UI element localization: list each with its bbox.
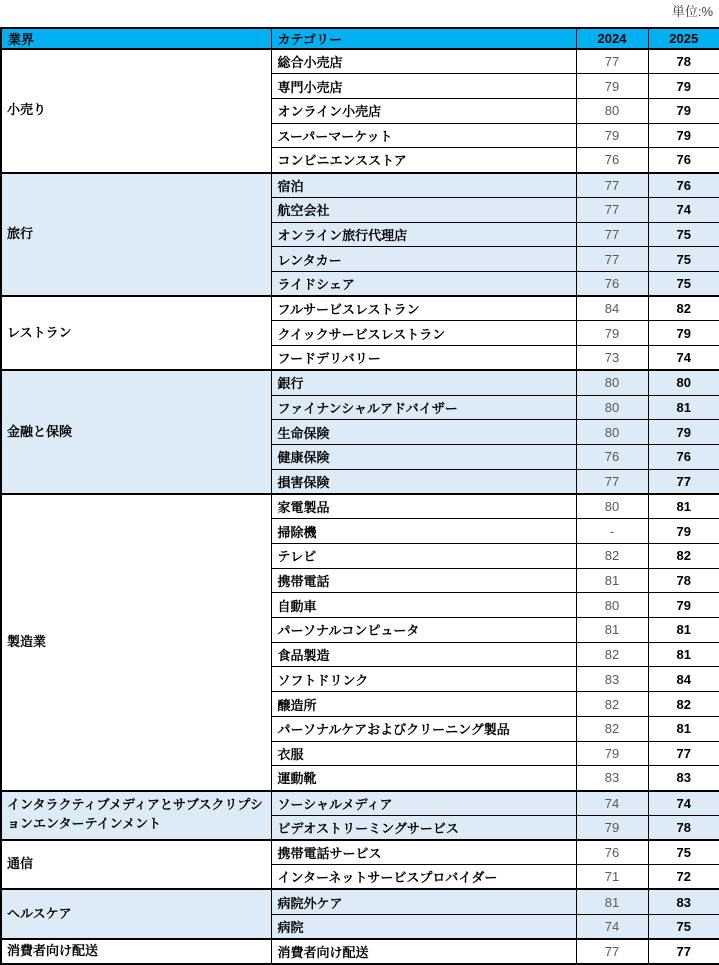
industry-cell: 製造業: [1, 494, 271, 791]
value-2025-cell: 76: [648, 148, 719, 173]
category-cell: 銀行: [271, 370, 576, 395]
category-cell: 生命保険: [271, 420, 576, 445]
value-2025-cell: 83: [648, 766, 719, 791]
value-2025-cell: 81: [648, 716, 719, 741]
value-2024-cell: 77: [576, 469, 648, 494]
category-cell: 消費者向け配送: [271, 939, 576, 964]
value-2024-cell: 76: [576, 271, 648, 296]
category-cell: 家電製品: [271, 494, 576, 519]
value-2024-cell: 77: [576, 49, 648, 74]
value-2025-cell: 79: [648, 123, 719, 148]
industry-cell: ヘルスケア: [1, 889, 271, 938]
table-row: [1, 494, 719, 519]
value-2024-cell: 79: [576, 123, 648, 148]
value-2024-cell: 83: [576, 766, 648, 791]
category-cell: 病院: [271, 914, 576, 939]
value-2025-cell: 81: [648, 618, 719, 643]
value-2024-cell: 77: [576, 197, 648, 222]
category-cell: 掃除機: [271, 519, 576, 544]
category-cell: 航空会社: [271, 197, 576, 222]
value-2024-cell: 80: [576, 593, 648, 618]
value-2025-cell: 75: [648, 840, 719, 865]
table-row: [1, 939, 719, 964]
category-cell: ソフトドリンク: [271, 667, 576, 692]
value-2025-cell: 84: [648, 667, 719, 692]
value-2025-cell: 79: [648, 593, 719, 618]
value-2024-cell: 74: [576, 914, 648, 939]
value-2024-cell: 82: [576, 642, 648, 667]
category-cell: ビデオストリーミングサービス: [271, 815, 576, 840]
value-2024-cell: 77: [576, 222, 648, 247]
category-cell: オンライン小売店: [271, 98, 576, 123]
value-2025-cell: 74: [648, 346, 719, 371]
value-2024-cell: 80: [576, 98, 648, 123]
value-2025-cell: 77: [648, 939, 719, 964]
industry-cell: レストラン: [1, 296, 271, 370]
table-row: [1, 791, 719, 816]
value-2025-cell: 75: [648, 271, 719, 296]
industry-cell: 金融と保険: [1, 370, 271, 494]
category-cell: フードデリバリー: [271, 346, 576, 371]
category-cell: 醸造所: [271, 692, 576, 717]
value-2024-cell: 80: [576, 494, 648, 519]
industry-cell: 通信: [1, 840, 271, 889]
table-row: [1, 840, 719, 865]
value-2024-cell: 79: [576, 74, 648, 99]
value-2025-cell: 80: [648, 370, 719, 395]
value-2024-cell: 79: [576, 815, 648, 840]
category-cell: スーパーマーケット: [271, 123, 576, 148]
table-row: [1, 296, 719, 321]
value-2025-cell: 79: [648, 420, 719, 445]
value-2024-cell: 81: [576, 618, 648, 643]
category-cell: コンビニエンスストア: [271, 148, 576, 173]
category-cell: フルサービスレストラン: [271, 296, 576, 321]
value-2024-cell: -: [576, 519, 648, 544]
value-2024-cell: 79: [576, 741, 648, 766]
value-2025-cell: 77: [648, 741, 719, 766]
category-cell: 病院外ケア: [271, 889, 576, 914]
value-2025-cell: 81: [648, 395, 719, 420]
value-2024-cell: 73: [576, 346, 648, 371]
category-cell: レンタカー: [271, 247, 576, 272]
table-row: [1, 173, 719, 198]
value-2025-cell: 79: [648, 519, 719, 544]
category-cell: オンライン旅行代理店: [271, 222, 576, 247]
value-2025-cell: 72: [648, 865, 719, 890]
category-cell: 携帯電話サービス: [271, 840, 576, 865]
value-2025-cell: 83: [648, 889, 719, 914]
value-2025-cell: 74: [648, 791, 719, 816]
value-2025-cell: 78: [648, 49, 719, 74]
value-2025-cell: 79: [648, 74, 719, 99]
value-2024-cell: 79: [576, 321, 648, 346]
industry-cell: 旅行: [1, 173, 271, 297]
category-cell: 自動車: [271, 593, 576, 618]
category-cell: テレビ: [271, 543, 576, 568]
industry-cell: インタラクティブメディアとサブスクリプションエンターテインメント: [1, 791, 271, 840]
header-industry: 業界: [1, 28, 271, 49]
header-2025: 2025: [648, 28, 719, 49]
value-2024-cell: 83: [576, 667, 648, 692]
category-cell: 食品製造: [271, 642, 576, 667]
header-2024: 2024: [576, 28, 648, 49]
value-2024-cell: 80: [576, 395, 648, 420]
value-2024-cell: 71: [576, 865, 648, 890]
category-cell: 衣服: [271, 741, 576, 766]
category-cell: 健康保険: [271, 445, 576, 470]
value-2025-cell: 79: [648, 321, 719, 346]
value-2024-cell: 76: [576, 840, 648, 865]
value-2024-cell: 77: [576, 247, 648, 272]
category-cell: ファイナンシャルアドバイザー: [271, 395, 576, 420]
value-2024-cell: 80: [576, 370, 648, 395]
category-cell: クイックサービスレストラン: [271, 321, 576, 346]
value-2024-cell: 77: [576, 939, 648, 964]
value-2024-cell: 84: [576, 296, 648, 321]
table-row: [1, 889, 719, 914]
value-2025-cell: 76: [648, 445, 719, 470]
category-cell: ライドシェア: [271, 271, 576, 296]
category-cell: 携帯電話: [271, 568, 576, 593]
value-2025-cell: 82: [648, 692, 719, 717]
value-2024-cell: 82: [576, 543, 648, 568]
category-cell: 損害保険: [271, 469, 576, 494]
category-cell: インターネットサービスプロバイダー: [271, 865, 576, 890]
table-header-row: [1, 28, 719, 49]
value-2024-cell: 77: [576, 173, 648, 198]
value-2025-cell: 82: [648, 543, 719, 568]
value-2024-cell: 80: [576, 420, 648, 445]
satisfaction-table: [0, 27, 719, 965]
value-2025-cell: 81: [648, 494, 719, 519]
header-category: カテゴリー: [271, 28, 576, 49]
value-2024-cell: 76: [576, 445, 648, 470]
unit-label: 単位:%: [671, 4, 713, 19]
table-row: [1, 49, 719, 74]
value-2025-cell: 81: [648, 642, 719, 667]
value-2024-cell: 81: [576, 889, 648, 914]
table-row: [1, 370, 719, 395]
value-2024-cell: 74: [576, 791, 648, 816]
industry-cell: 消費者向け配送: [1, 939, 271, 964]
value-2024-cell: 76: [576, 148, 648, 173]
industry-cell: 小売り: [1, 49, 271, 173]
category-cell: ソーシャルメディア: [271, 791, 576, 816]
value-2025-cell: 78: [648, 815, 719, 840]
value-2025-cell: 82: [648, 296, 719, 321]
category-cell: 専門小売店: [271, 74, 576, 99]
value-2025-cell: 78: [648, 568, 719, 593]
category-cell: パーソナルコンピュータ: [271, 618, 576, 643]
value-2025-cell: 75: [648, 222, 719, 247]
value-2025-cell: 75: [648, 914, 719, 939]
value-2025-cell: 76: [648, 173, 719, 198]
category-cell: パーソナルケアおよびクリーニング製品: [271, 716, 576, 741]
category-cell: 総合小売店: [271, 49, 576, 74]
value-2024-cell: 82: [576, 692, 648, 717]
value-2025-cell: 77: [648, 469, 719, 494]
category-cell: 宿泊: [271, 173, 576, 198]
category-cell: 運動靴: [271, 766, 576, 791]
value-2025-cell: 75: [648, 247, 719, 272]
value-2024-cell: 82: [576, 716, 648, 741]
value-2024-cell: 81: [576, 568, 648, 593]
value-2025-cell: 74: [648, 197, 719, 222]
value-2025-cell: 79: [648, 98, 719, 123]
